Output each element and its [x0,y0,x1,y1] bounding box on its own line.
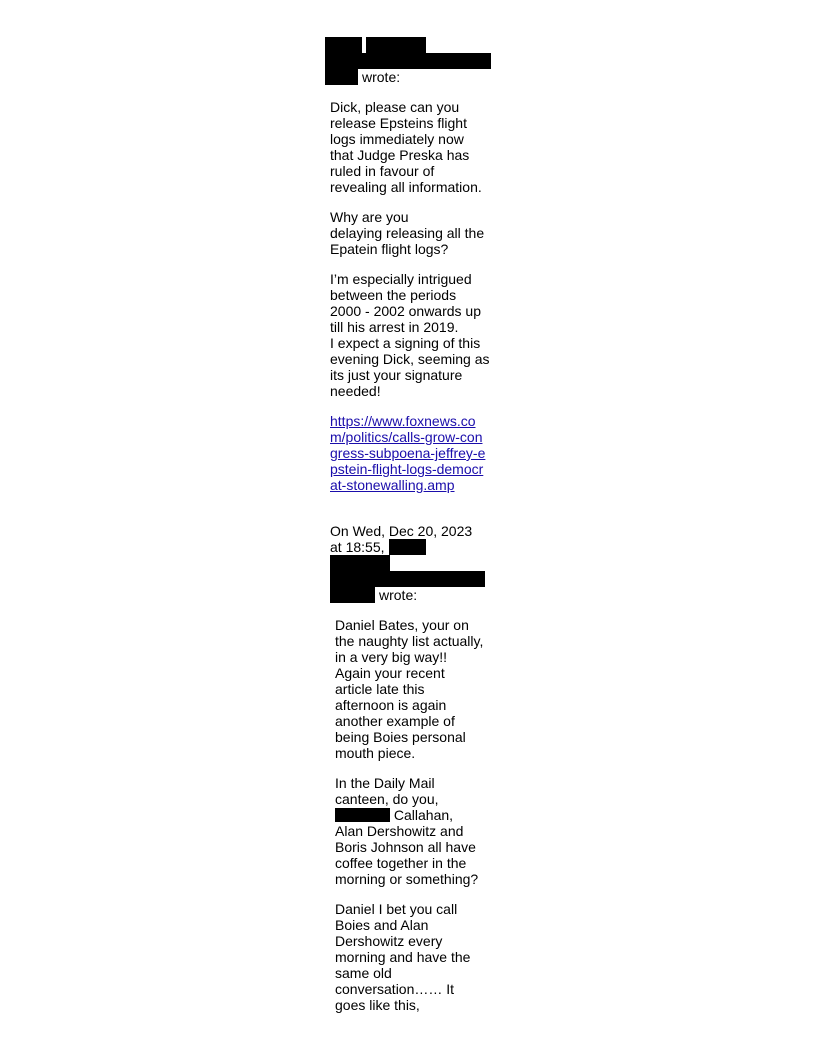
message-1-paragraph-3a: I’m especially intrigued between the periods 2000 - 2002 onwards up till his arrest in 2019. [330,271,481,335]
redacted-quoted-email [330,571,485,587]
redacted-sender-name-1 [325,37,362,53]
foxnews-article-link[interactable]: https://www.foxnews.com/politics/calls-grow-congress-subpoena-jeffrey-epstein-flight-logs-democrat-stonewalling.amp [330,413,486,493]
message-2-paragraph-2b-line [335,807,485,823]
message-2-paragraph-2b: Callahan, [390,807,454,823]
message-2-paragraph-2c: Alan Dershowitz and Boris Johnson all have coffee together in the morning or something? [335,823,479,887]
message-1-paragraph-2a: Why are you [330,209,409,225]
redacted-sender-email-tail [325,69,358,85]
redacted-sender-email [325,53,491,69]
sender-wrote-label: wrote: [362,69,401,85]
message-2-paragraph-3: Daniel I bet you call Boies and Alan Dershowitz every morning and have the same old conversation…… It goes like this, [335,901,471,1013]
redacted-sender-name-2 [366,37,426,53]
redacted-quoted-email-tail [330,587,375,603]
redacted-name-inline [335,808,390,822]
message-body-1 [330,99,490,493]
quoted-wrote-label: wrote: [379,587,418,603]
message-2-paragraph-2a: In the Daily Mail canteen, do you, [335,775,439,807]
message-1-paragraph-3b: I expect a signing of this evening Dick, seeming as its just your signature needed! [330,335,490,399]
redacted-quoted-sender-1 [389,539,426,555]
message-body-2 [335,617,485,1013]
quote-date-line: On Wed, Dec 20, 2023 [330,523,473,539]
message-1-paragraph-2b: delaying releasing all the Epatein flight logs? [330,225,485,257]
message-1-paragraph-1: Dick, please can you release Epsteins flight logs immediately now that Judge Preska has ruled in favour of revealing all information. [330,99,482,195]
message-2-paragraph-1: Daniel Bates, your on the naughty list actually, in a very big way!! Again your recent article late this afternoon is again another example of being Boies personal mouth piece. [335,617,484,761]
quote-time-line: at 18:55, [330,539,385,555]
redacted-quoted-sender-2 [330,555,390,571]
